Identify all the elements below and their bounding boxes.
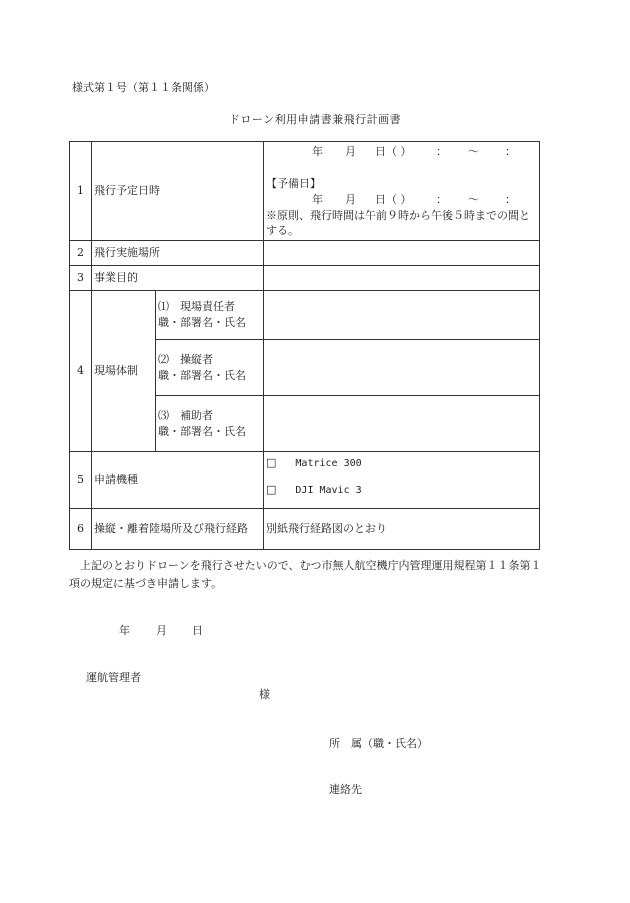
flight-route-value: 別紙飛行経路図のとおり [264,509,540,550]
row-label: 飛行予定日時 [92,142,264,241]
row-number: 6 [70,509,92,550]
role-title: ⑶ 補助者 [158,408,213,422]
time-colon: ： [436,193,447,206]
month-label: 月 [345,145,356,158]
row-number: 2 [70,241,92,266]
role-subtitle: 職・部署名・氏名 [158,316,246,329]
application-statement: 上記のとおりドローンを飛行させたいので、むつ市無人航空機庁内管理運用規程第１１条第１項の規定に基づき申請します。 [69,559,542,590]
time-colon: ： [505,145,516,158]
role-title: ⑴ 現場責任者 [158,300,235,313]
field-manager-input[interactable] [264,291,540,340]
time-colon: ： [505,193,516,206]
form-number: 様式第１号（第１１条関係） [72,81,215,94]
model-option-mavic[interactable] [266,482,537,499]
row-label: 操縦・離着陸場所及び飛行経路 [92,509,264,550]
row-number: 5 [70,452,92,509]
tilde: ～ [468,193,479,206]
row-number: 3 [70,266,92,291]
model-label: DJI Mavic 3 [295,485,362,496]
day-label: 日（ ） [375,145,412,158]
year-label: 年 [312,145,323,158]
affiliation-label: 所 属（職・氏名） [329,737,428,750]
row-business-purpose [70,266,540,291]
reserve-date-line [266,192,537,208]
signature-month: 月 [156,624,167,637]
flight-location-input[interactable] [264,241,540,266]
aircraft-model-cell [264,452,540,509]
assistant-input[interactable] [264,396,540,452]
signature-year: 年 [119,624,130,637]
role-cell-assistant [156,396,264,452]
flight-datetime-cell[interactable] [264,142,540,241]
reserve-day-label: 【予備日】 [266,177,321,190]
application-table [69,141,540,550]
month-label: 月 [345,193,356,206]
role-cell-pilot [156,340,264,396]
row-label: 申請機種 [92,452,264,509]
day-label: 日（ ） [375,193,412,206]
row-label: 現場体制 [92,291,156,452]
role-subtitle: 職・部署名・氏名 [158,424,246,438]
row-flight-location [70,241,540,266]
row-number: 4 [70,291,92,452]
addressee: 運航管理者 [86,671,141,684]
scheduled-date-line [266,144,537,160]
role-subtitle: 職・部署名・氏名 [158,368,246,382]
row-aircraft-model [70,452,540,509]
row-field-staff-manager [70,291,540,340]
contact-label: 連絡先 [329,783,362,796]
document-title: ドローン利用申請書兼飛行計画書 [228,113,402,126]
time-colon: ： [436,145,447,158]
model-label: Matrice 300 [295,458,362,469]
business-purpose-input[interactable] [264,266,540,291]
model-option-matrice[interactable] [266,455,537,472]
honorific: 様 [259,688,270,701]
signature-day: 日 [192,624,203,637]
row-flight-route [70,509,540,550]
time-note: ※原則、飛行時間は午前９時から午後５時までの間とする。 [266,209,530,237]
tilde: ～ [468,145,479,158]
pilot-input[interactable] [264,340,540,396]
role-cell-manager [156,291,264,340]
row-number: 1 [70,142,92,241]
checkbox-icon[interactable]: □ [266,456,277,469]
row-label: 飛行実施場所 [92,241,264,266]
row-flight-datetime [70,142,540,241]
year-label: 年 [312,193,323,206]
role-title: ⑵ 操縦者 [158,352,213,366]
row-label: 事業目的 [92,266,264,291]
checkbox-icon[interactable]: □ [266,483,277,496]
